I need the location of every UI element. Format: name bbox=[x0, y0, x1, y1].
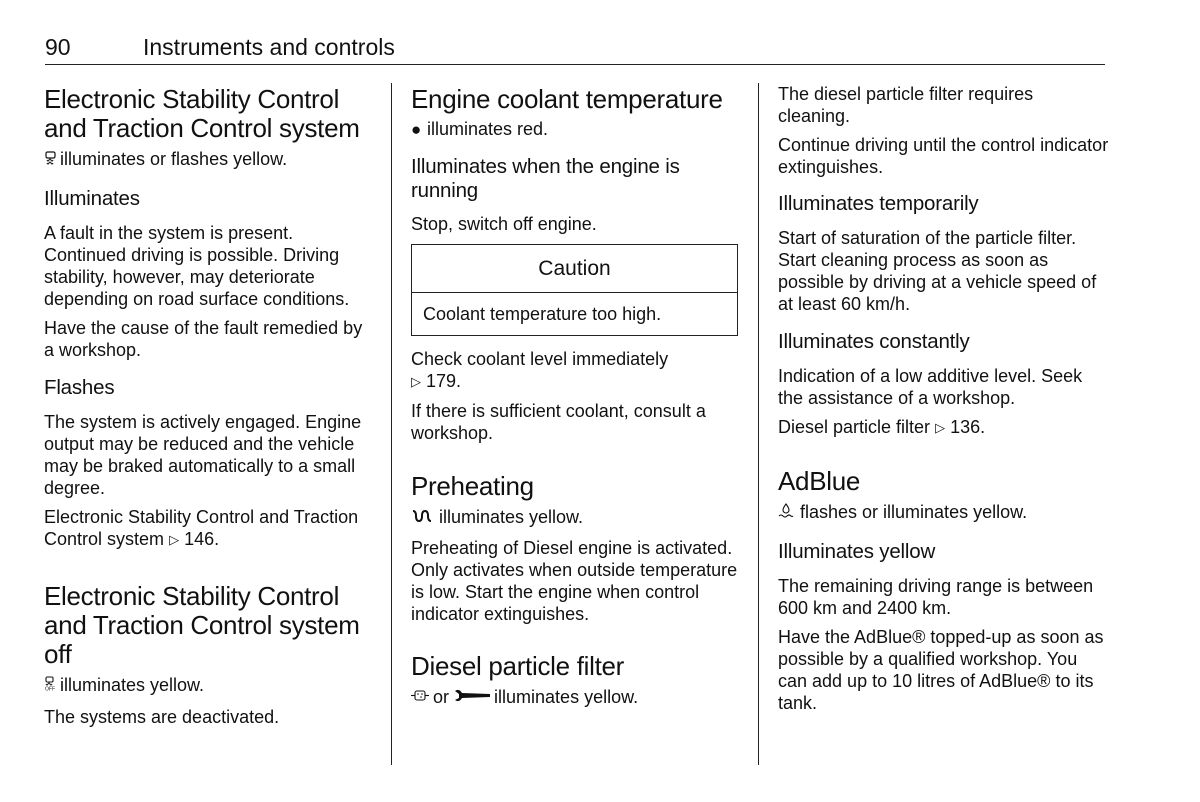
esc-off-p1: The systems are deactivated. bbox=[44, 707, 280, 727]
running-heading: Illuminates when the engine is running bbox=[411, 155, 680, 202]
esc-title: Electronic Stability Control and Traction Control system bbox=[44, 84, 360, 143]
yellow-heading: Illuminates yellow bbox=[778, 540, 936, 563]
coolant-title: Engine coolant temperature bbox=[411, 84, 723, 114]
column-middle bbox=[411, 83, 743, 766]
diesel-particle-filter-icon bbox=[411, 688, 433, 710]
flashes-p2 bbox=[44, 506, 376, 551]
adblue-intro-text: flashes or illuminates yellow. bbox=[800, 502, 1028, 522]
reference-arrow-icon: ▷ bbox=[169, 532, 180, 547]
caution-box bbox=[411, 244, 738, 336]
svg-text:OFF: OFF bbox=[45, 686, 55, 691]
column-divider bbox=[391, 83, 392, 765]
preheat-coil-icon bbox=[411, 508, 439, 530]
esc-intro-text: illuminates or flashes yellow. bbox=[60, 149, 288, 169]
coolant-dot-icon: ● bbox=[411, 120, 422, 139]
dpf-intro-text: illuminates yellow. bbox=[494, 687, 639, 707]
esc-traction-icon bbox=[44, 150, 60, 172]
column-right bbox=[778, 83, 1110, 766]
check-p1-text: Check coolant level immediately bbox=[411, 349, 669, 369]
caution-title: Caution bbox=[412, 245, 737, 293]
coolant-intro-text: illuminates red. bbox=[427, 119, 549, 139]
flashes-p1: The system is actively engaged. Engine output may be reduced and the vehicle may be braked automatically to a small degree. bbox=[44, 412, 362, 498]
esc-off-intro bbox=[44, 674, 376, 698]
column-divider bbox=[758, 83, 759, 765]
illuminates-p1: A fault in the system is present. Continued driving is possible. Driving stability, however, may deteriorate depending on road surface conditions. bbox=[44, 223, 350, 309]
esc-off-intro-text: illuminates yellow. bbox=[60, 675, 205, 695]
dpf-title: Diesel particle filter bbox=[411, 651, 625, 681]
running-p1: Stop, switch off engine. bbox=[411, 214, 597, 234]
flashes-p2-ref[interactable]: 146. bbox=[184, 529, 220, 549]
check-coolant-p1 bbox=[411, 348, 743, 393]
const-p1: Indication of a low additive level. Seek the assistance of a workshop. bbox=[778, 366, 1083, 408]
illuminates-heading: Illuminates bbox=[44, 187, 140, 210]
preheat-intro bbox=[411, 506, 743, 530]
dpf-p1: The diesel particle filter requires cleaning. bbox=[778, 84, 1034, 126]
adblue-icon bbox=[778, 503, 800, 525]
reference-arrow-icon: ▷ bbox=[411, 374, 421, 389]
dpf-p2: Continue driving until the control indicator extinguishes. bbox=[778, 135, 1109, 177]
flashes-heading: Flashes bbox=[44, 376, 115, 399]
coolant-intro bbox=[411, 118, 743, 141]
esc-intro bbox=[44, 148, 376, 172]
column-left bbox=[44, 83, 376, 766]
yellow-p2: Have the AdBlue® topped-up as soon as possible by a qualified workshop. You can add up to 10 litres of AdBlue® to its tank. bbox=[778, 627, 1104, 713]
yellow-p1: The remaining driving range is between 600 km and 2400 km. bbox=[778, 576, 1094, 618]
page-number: 90 bbox=[45, 34, 71, 60]
reference-arrow-icon: ▷ bbox=[935, 420, 946, 435]
temp-heading: Illuminates temporarily bbox=[778, 192, 979, 215]
check-p1-ref[interactable]: 179. bbox=[426, 371, 462, 391]
const-p2-ref[interactable]: 136. bbox=[950, 417, 986, 437]
const-p2-text: Diesel particle filter bbox=[778, 417, 931, 437]
preheat-title: Preheating bbox=[411, 471, 534, 501]
const-heading: Illuminates constantly bbox=[778, 330, 970, 353]
preheat-intro-text: illuminates yellow. bbox=[439, 507, 584, 527]
adblue-intro bbox=[778, 501, 1110, 525]
const-p2 bbox=[778, 416, 1110, 439]
esc-off-icon bbox=[44, 676, 60, 698]
flashes-p2-text: Electronic Stability Control and Traction Control system bbox=[44, 507, 359, 549]
dpf-or: or bbox=[433, 687, 450, 707]
adblue-title: AdBlue bbox=[778, 466, 861, 496]
wrench-icon bbox=[454, 688, 494, 710]
dpf-intro bbox=[411, 686, 743, 710]
preheat-p1: Preheating of Diesel engine is activated. Only activates when outside temperature is low. Start the engine when control indicator extinguishes. bbox=[411, 538, 738, 624]
section-title: Instruments and controls bbox=[143, 34, 395, 60]
page-header bbox=[45, 34, 1105, 65]
illuminates-p2: Have the cause of the fault remedied by a workshop. bbox=[44, 318, 363, 360]
esc-off-title: Electronic Stability Control and Traction Control system off bbox=[44, 581, 360, 669]
caution-text: Coolant temperature too high. bbox=[423, 304, 662, 324]
temp-p1: Start of saturation of the particle filter. Start cleaning process as soon as possible by driving at a vehicle speed of at least 60 km/h. bbox=[778, 228, 1097, 314]
check-coolant-p2: If there is sufficient coolant, consult a workshop. bbox=[411, 401, 706, 443]
